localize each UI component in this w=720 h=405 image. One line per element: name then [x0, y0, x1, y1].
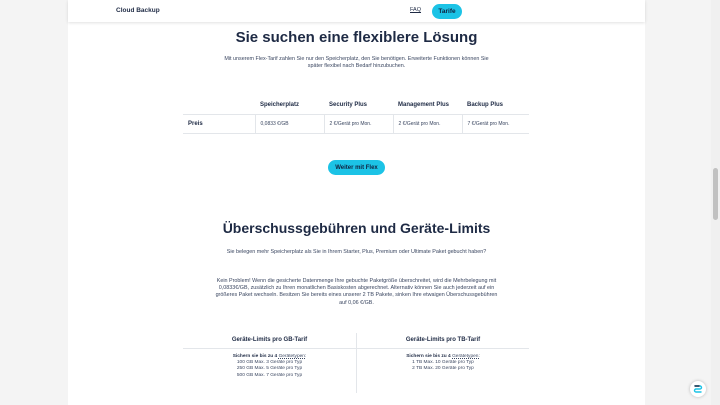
tb-limits-column — [356, 333, 529, 393]
limits-body — [183, 349, 356, 379]
limit-line: 250 GB Max. 5 Geräte pro Typ — [236, 366, 303, 372]
column-header — [183, 97, 255, 114]
device-types-link[interactable]: Gerätetypen: — [278, 354, 307, 359]
overage-paragraph-1: Sie belegen mehr Speicherplatz als Sie in Ihrem Starter, Plus, Premium oder Ultimate Paket gebucht haben? — [226, 249, 487, 255]
limit-line: 100 GB Max. 3 Geräte pro Typ — [236, 360, 303, 366]
table-cell: 0,0833 €/GB — [255, 114, 324, 133]
limit-line: 500 GB Max. 7 Geräte pro Typ — [236, 372, 303, 378]
limits-heading: Geräte-Limits pro GB-Tarif — [183, 333, 356, 349]
brand-title[interactable]: Cloud Backup — [116, 7, 160, 14]
device-limits-table — [183, 333, 529, 393]
faq-link[interactable]: FAQ — [410, 7, 422, 13]
device-types-link[interactable]: Gerätetypen: — [452, 354, 480, 359]
table-cell: 2 €/Gerät pro Mon. — [393, 114, 462, 133]
chat-widget-button[interactable] — [690, 381, 706, 397]
continue-flex-button[interactable]: Weiter mit Flex — [328, 160, 385, 175]
limits-intro-bold: Sichern sie bis zu 4 — [406, 354, 451, 359]
column-header: Management Plus — [398, 102, 450, 109]
column-header: Speicherplatz — [260, 102, 300, 109]
limits-heading: Geräte-Limits pro TB-Tarif — [357, 333, 529, 349]
limits-body — [357, 349, 529, 373]
flex-section-intro: Mit unserem Flex-Tarif zahlen Sie nur den Speicherplatz, den Sie benötigen. Erweiterte Funktionen können Sie später flexibel nach Bedarf hinzubuchen. — [224, 56, 489, 69]
table-row — [183, 114, 529, 133]
limits-intro-bold: Sichern sie bis zu 4 — [232, 354, 278, 359]
column-header: Backup Plus — [467, 102, 504, 109]
limit-line: 1 TB Max. 10 Geräte pro Typ — [412, 360, 474, 366]
overage-section-title: Überschussgebühren und Geräte-Limits — [222, 220, 491, 236]
overage-paragraph-2: Kein Problem! Wenn die gesicherte Datenmenge Ihre gebuchte Paketgröße überschreitet, wird die Mehrbelegung mit 0,0833€/GB, zusätzlich zu Ihren monatlichen Basiskosten abgerechnet. Alternativ können Sie auch jederzeit auf ein größeres Paket wechseln. Besitzen Sie bereits eines unserer 2 TB Pakete, sinken Ihre etwaigen Überschussgebühren auf 0,06 €/GB. — [215, 278, 498, 306]
row-label: Preis — [183, 114, 255, 133]
table-header-row — [183, 97, 529, 114]
scrollbar-thumb[interactable] — [713, 168, 718, 220]
limit-line: 2 TB Max. 20 Geräte pro Typ — [412, 366, 474, 372]
tarife-button[interactable]: Tarife — [432, 4, 462, 19]
chat-widget-icon — [693, 384, 703, 394]
table-cell: 7 €/Gerät pro Mon. — [462, 114, 529, 133]
flex-pricing-table — [183, 97, 529, 134]
flex-section-title: Sie suchen eine flexiblere Lösung — [235, 29, 478, 46]
table-cell: 2 €/Gerät pro Mon. — [324, 114, 393, 133]
gb-limits-column — [183, 333, 356, 393]
column-header: Security Plus — [329, 102, 368, 109]
